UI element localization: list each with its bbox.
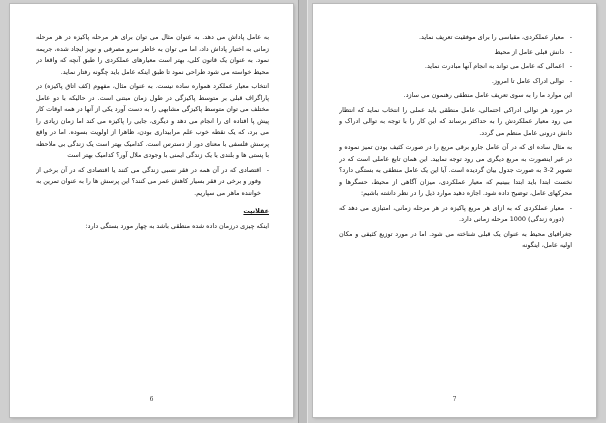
paragraph: اینکه چیزی درزمان داده شده منطقی باشد به چهار مورد بستگی دارد:: [85, 221, 269, 230]
paragraph: به عامل پاداش می دهد. به عنوان مثال می توان برای هر مرحله پاکیزه در هر مرحله زمانی به اختیار پاداش داد، اما می توان به خاطر سرو مصرفی و نویز ایجاد شده، جریمه نمود. به عنوان یک قانون کلی، بهتر است معیارهای عملکردی را طبق آنچه که واقعا در محیط خواسته می شود طراحی نمود تا طبق اینکه عامل باید چگونه رفتار نماید.: [36, 33, 269, 76]
page-number: 6: [149, 396, 154, 403]
bullet-item: - معیار عملکردی که به ازای هر مربع پاکیزه در هر مرحله زمانی، امتیازی می دهد که (دوره زندگی) 1000 مرحله زمانی دارد.: [339, 203, 572, 226]
page-content: [339, 32, 572, 377]
bullet-item: - توالی ادراک عامل تا امروز.: [339, 76, 572, 88]
bullet-item: - دانش قبلی عامل از محیط: [339, 47, 572, 59]
document-page-left: [10, 4, 293, 417]
document-page-right: [313, 4, 596, 417]
paragraph: در مورد هر توالی ادراکی احتمالی، عامل منطقی باید عملی را انتخاب نماید که انتظار می رود معیار عملکردش را به حداکثر برساند که این کار را با توجه به توالی ادراک و دانش درونی عامل منظم می گردد.: [339, 105, 572, 137]
section-heading: عقلانیت: [243, 207, 269, 215]
paragraph: جغرافیای محیط به عنوان یک قبلی شناخته می شود. اما در مورد توزیع کثیفی و مکان اولیه عامل، اینگونه: [339, 229, 572, 249]
paragraph: انتخاب معیار عملکرد همواره ساده نیست. به عنوان مثال، مفهوم (کف اتاق پاکیزه) در پاراگراف قبلی بر متوسط پاکیزگی در طول زمان مبتنی است. در حالیکه با دو عامل مختلف می توان متوسط پاکیزگی مشابهی را به دست آورد یکی از آنها در همه اوقات کار پیش پا افتاده ای را انجام می دهد و دیگری، جایی را پاکیزه می کند اما زمان زیادی را می برد، که یک نقطه خوب علم مرابیداری بودن، ظاهرا از اولویت بسوده. اما در واقع پرسش فلسفی با معنای دور از دسترس است. کدامیک بهتر است یک زندگی بی ملاحظه با پستی ها و بلندی یا یک زندگی ایمنی با وجودی ملال آور؟ کدامیک بهتر است: [36, 82, 269, 159]
paragraph: به مثال ساده ای که در آن عامل جارو برقی مربع را در صورت کثیف بودن تمیز نموده و در غیر اینصورت به مربع دیگری می رود توجه نمایید. این همان تابع عاملی است که در تصویر 2-3 به صورت جدول بیان گردیده است. آیا این یک عامل منطقی به بستگی دارد؟ نخست ابتدا باید ابتدا ببینیم که معیار عملکردی، میزان آگاهی از محیط، حسگرها و محرکهای عامل، توضیح داده شود. اجازه دهید موارد ذیل را در نظر داشته باشیم:: [339, 143, 572, 197]
bullet-item: - اقتصادی که در آن همه در فقر نسبی زندگی می کنند یا اقتصادی که در آن برخی از وفور و برخی در فقر بسیار کاهش عمر می کنند؟ این پرسش ها را به عنوان تمرین به خواننده ماهر می سپاریم.: [36, 165, 269, 200]
page-number: 7: [452, 396, 457, 403]
page-content: [36, 32, 269, 377]
paragraph: این موارد ما را به سوی تعریف عامل منطقی رهنمون می سازد.: [403, 91, 572, 99]
page-gutter: [298, 0, 308, 423]
bullet-item: - اعمالی که عامل می تواند به انجام آنها مبادرت نماید.: [339, 61, 572, 73]
bullet-item: - معیار عملکردی، مقیاسی را برای موفقیت تعریف نماید.: [339, 32, 572, 44]
